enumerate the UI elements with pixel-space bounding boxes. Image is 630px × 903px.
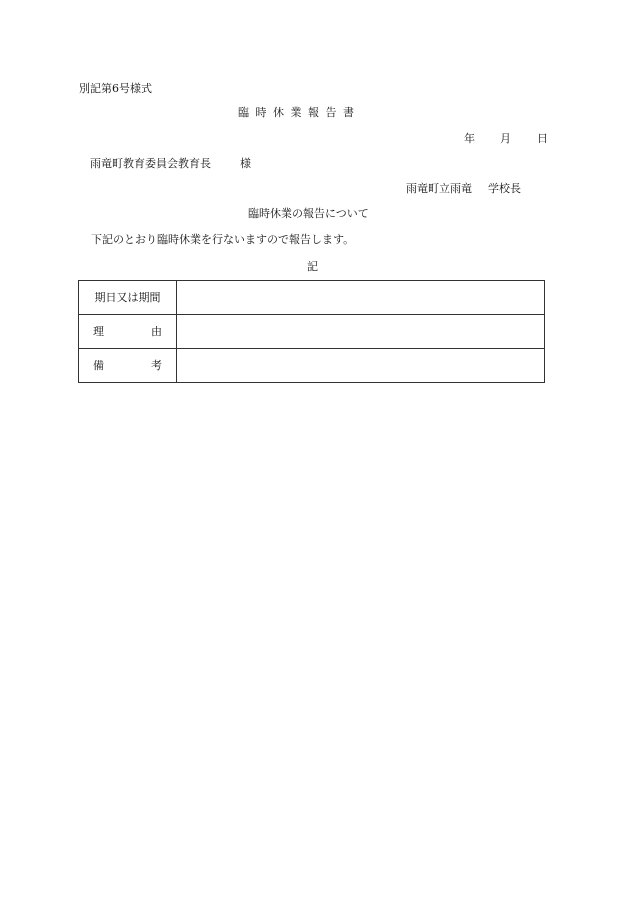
reason-value-cell[interactable] [177, 315, 545, 349]
table-row [79, 281, 545, 315]
document-title: 臨時休業報告書 [238, 106, 361, 119]
remarks-value-cell[interactable] [177, 349, 545, 383]
remarks-label-cell [79, 349, 177, 383]
reason-label [93, 326, 162, 337]
subject-line: 臨時休業の報告について [248, 207, 369, 220]
table-row [79, 349, 545, 383]
report-table [78, 280, 545, 383]
date-day-label: 日 [537, 132, 548, 145]
reason-label-left: 理 [93, 325, 104, 338]
period-label-cell [79, 281, 177, 315]
period-value-cell[interactable] [177, 281, 545, 315]
remarks-label [93, 360, 162, 371]
reason-label-cell [79, 315, 177, 349]
addressee-name: 雨竜町教育委員会教育長 [90, 157, 211, 170]
record-mark: 記 [307, 260, 318, 273]
remarks-label-right: 考 [151, 359, 162, 372]
date-month-label: 月 [500, 132, 511, 145]
reason-label-right: 由 [151, 325, 162, 338]
body-text: 下記のとおり臨時休業を行ないますので報告します。 [91, 233, 355, 246]
table-row [79, 315, 545, 349]
addressee-honorific: 様 [240, 157, 251, 170]
date-year-label: 年 [464, 132, 475, 145]
sender-school: 雨竜町立雨竜 [406, 182, 472, 195]
form-label: 別記第6号様式 [79, 82, 152, 95]
remarks-label-left: 備 [93, 359, 104, 372]
period-label: 期日又は期間 [94, 291, 161, 304]
sender-title: 学校長 [488, 182, 521, 195]
